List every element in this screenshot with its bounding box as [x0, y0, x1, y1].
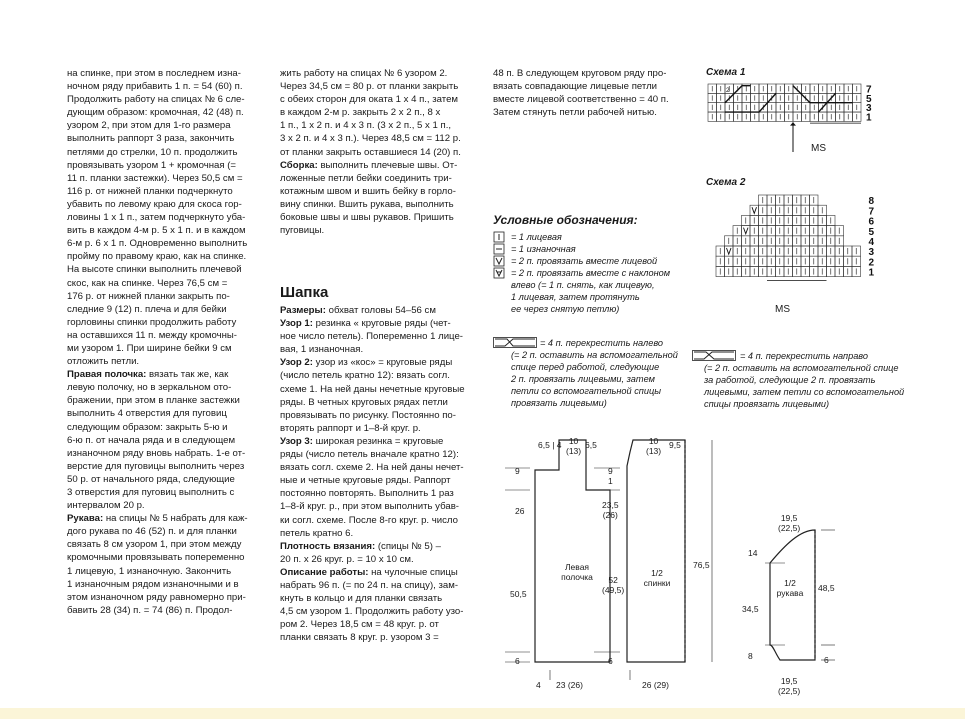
text-line: Продолжить работу на спицах № 6 сле- — [67, 94, 245, 106]
section-title-hat: Шапка — [280, 284, 329, 301]
text-line: с обеих сторон для оката 1 х 4 п., затем — [280, 94, 459, 106]
sleeve-left-3: 8 — [748, 651, 753, 661]
text-line: 116 р. от нижней планки подчеркнуто — [67, 185, 233, 197]
text-line: Правая полочка: вязать так же, как — [67, 369, 229, 381]
text-line: На высоте спинки выполнить плечевой — [67, 264, 242, 276]
sleeve-diagram — [745, 515, 855, 685]
text-line: 1–8-й круг. р., при этом выполнить убав- — [280, 501, 459, 513]
dim-mid-2: 23,5 (26) — [602, 500, 619, 520]
text-column-1 — [67, 67, 265, 617]
sleeve-top: 19,5 (22,5) — [778, 513, 801, 533]
text-line: 3 х 2 п. и 4 х 3 п.). Через 48,5 см = 112 р. — [280, 133, 461, 145]
text-line: вить в каждом 4-м р. 5 х 1 п. и в каждом — [67, 225, 246, 237]
text-line: провязывать узором 1 + кромочная (= — [67, 159, 237, 171]
text-line: ночном ряду прибавить 1 п. = 54 (60) п. — [67, 81, 243, 93]
text-line: горловины спинки продолжить работу — [67, 316, 237, 328]
legend-symbols — [493, 230, 513, 290]
scheme2-ms: MS — [775, 304, 790, 315]
text-line: 50 р. от начального ряда, следующие — [67, 473, 235, 485]
dim-top-5: 9,5 — [669, 440, 681, 450]
scheme1-row-number: 3 — [866, 103, 872, 115]
scheme1-ms: MS — [811, 143, 826, 154]
legend-cross-right — [740, 350, 868, 362]
dim-top-1: 6,5 | 4 — [538, 440, 562, 450]
cross-right-symbol-icon — [692, 350, 736, 362]
dim-mid-4: 6 — [608, 656, 613, 666]
dim-top-2: 10 (13) — [566, 436, 582, 456]
back-label: 1/2 спинки — [643, 568, 671, 588]
text-line: вторять раппорт и 1–8-й круг. р. — [280, 422, 421, 434]
sleeve-right-2: 6 — [824, 655, 829, 665]
scheme2-title: Схема 2 — [706, 177, 746, 188]
legend-cross-right-detail — [704, 362, 904, 410]
text-line: Рукава: на спицы № 5 набрать для каж- — [67, 513, 248, 525]
text-line: выполнить 4 отверстия для пуговиц — [67, 408, 227, 420]
text-line: отложить петли. — [67, 356, 140, 368]
legend-item: влево (= 1 п. снять, как лицевую, — [511, 280, 655, 290]
text-line: на спинке, при этом в последнем изна- — [67, 68, 241, 79]
text-line: Описание работы: на чулочные спицы — [280, 566, 458, 578]
text-line: дующим образом: кромочная, 42 (48) п. — [67, 107, 244, 119]
text-line: Плотность вязания: (спицы № 5) – — [280, 540, 441, 552]
text-line: верстие для пуговицы выполнить через — [67, 460, 245, 472]
dim-bottom-3: 26 (29) — [642, 680, 669, 690]
text-line: котажным швом и вшить бейку в горло- — [280, 185, 456, 197]
sleeve-left-1: 14 — [748, 548, 758, 558]
sleeve-right-1: 48,5 — [818, 583, 835, 593]
scheme2-row-number: 5 — [868, 226, 875, 238]
text-line: провязывать по рисунку. Постоянно по- — [280, 409, 456, 421]
text-line: жить работу на спицах № 6 узором 2. — [280, 68, 448, 79]
legend-item: = 2 п. провязать вместе с наклоном — [511, 268, 671, 278]
text-line: дого рукава по 46 (52) п. и для планки — [67, 526, 237, 538]
text-line: кромочными провязывать попеременно — [67, 552, 245, 564]
text-line: Узор 3: широкая резинка = круговые — [280, 435, 444, 447]
legend-item: = 4 п. перекрестить направо — [740, 351, 869, 361]
scheme2-row-number: 4 — [868, 237, 875, 248]
legend-item: ее через снятую петлю) — [511, 304, 620, 314]
text-line: бавить 28 (34) п. = 74 (86) п. Продол- — [67, 604, 233, 616]
scheme2-row-number: 3 — [868, 247, 875, 259]
dim-left-1: 9 — [515, 466, 520, 476]
text-line: 1 п., 1 х 2 п. и 4 х 3 п. (3 х 2 п., 5 х 1 п., — [280, 120, 452, 132]
legend-title: Условные обозначения: — [493, 213, 638, 227]
text-line: следующим образом: закрыть 5-ю и — [67, 421, 228, 433]
legend-item: = 1 лицевая — [511, 232, 562, 242]
sleeve-bottom: 19,5 (22,5) — [778, 676, 801, 696]
text-line: схеме 1. На ней даны нечетные круговые — [280, 383, 465, 395]
legend-item: 1 лицевая, затем протянуть — [511, 292, 640, 302]
text-line: левую полочку, но в зеркальном ото- — [67, 382, 232, 394]
text-line: 3 отверстия для пуговиц выполнить с — [67, 487, 235, 498]
text-line: петель кратно 6. — [280, 527, 354, 539]
text-line: петлями до стрелки, 10 п. продолжить — [67, 146, 238, 158]
dim-top-3: 6,5 — [585, 440, 597, 450]
text-line: 1 лицевую, 1 изнаночную. Закончить — [67, 565, 232, 577]
text-line: 11 п. планки застежки). Через 50,5 см = — [67, 172, 243, 184]
text-line: набрать 96 п. (= по 24 п. на спицу), зам- — [280, 579, 459, 591]
text-line: Узор 1: резинка « круговые ряды (чет- — [280, 318, 451, 330]
text-line: ром 2. Через 18,5 см = 48 круг. р. от — [280, 619, 439, 631]
text-line: 6-м р. 6 х 1 п. Одновременно выполнить — [67, 238, 248, 250]
legend-item: петли со вспомогательной спицы — [511, 386, 661, 396]
scheme2-grid — [706, 190, 886, 320]
text-line: Размеры: обхват головы 54–56 см — [280, 305, 436, 316]
scheme1-row-number: 7 — [866, 84, 872, 96]
sleeve-label: 1/2 рукава — [776, 578, 804, 598]
dim-mid-1: 9 1 — [608, 466, 613, 486]
text-line: боковые швы и швы рукавов. Пришить — [280, 212, 454, 224]
text-line: Сборка: выполнить плечевые швы. От- — [280, 159, 458, 171]
text-line: кнуть в кольцо и для планки связать — [280, 593, 443, 605]
scheme2-row-number: 2 — [868, 257, 875, 269]
text-line: следние 9 (12) п. плеча и для бейки — [67, 303, 227, 315]
dim-bottom-1: 4 — [536, 680, 541, 690]
text-line: изнаночном ряду вновь набрать. 1-е от- — [67, 447, 246, 459]
text-line: Затем стянуть петли рабочей нитью. — [493, 107, 657, 119]
text-line: скос, как на спинке. Через 76,5 см = — [67, 277, 228, 289]
text-line: этом изнаночном ряду равномерно при- — [67, 591, 246, 603]
text-line: 48 п. В следующем круговом ряду про- — [493, 68, 667, 79]
scheme1-row-number: 5 — [866, 93, 872, 105]
text-line: вязать согл. схеме 2. На ней даны нечет- — [280, 462, 464, 474]
legend-item: провязать лицевыми) — [511, 398, 607, 408]
text-line: ми узором 1. При ширине бейки 9 см — [67, 342, 232, 354]
text-line: 176 р. от нижней планки закрыть по- — [67, 290, 230, 302]
text-line: 4,5 см узором 1. Продолжить работу узо- — [280, 606, 464, 618]
legend-item: 2 п. провязать лицевыми, затем — [511, 374, 655, 384]
text-line: вину спинки. Вшить рукава, выполнить — [280, 198, 454, 210]
dim-top-4: 10 (13) — [646, 436, 662, 456]
text-line: (число петель кратно 12): вязать согл. — [280, 370, 450, 382]
scheme2-row-number: 6 — [868, 216, 875, 228]
legend-item: за работой, следующие 2 п. провязать — [704, 375, 876, 385]
sleeve-left-2: 34,5 — [742, 604, 759, 614]
legend-item: = 4 п. перекрестить налево — [540, 338, 664, 348]
text-line: интервалом 20 р. — [67, 500, 145, 512]
legend-item: (= 2 п. оставить на вспомогательной спице — [704, 363, 899, 373]
dim-left-2: 26 — [515, 506, 525, 516]
dim-left-4: 6 — [515, 656, 520, 666]
legend-item: спице перед работой, следующие — [511, 362, 660, 372]
legend-item: = 1 изнаночная — [511, 244, 576, 254]
dim-mid-3: 52 (49,5) — [602, 575, 625, 595]
scheme2-row-number: 7 — [868, 206, 875, 218]
dim-left-3: 50,5 — [510, 589, 527, 599]
text-line: ные и четные круговые ряды. Раппорт — [280, 475, 451, 487]
text-line: выполнить раппорт 3 раза, закончить — [67, 133, 235, 145]
dim-right: 76,5 — [693, 560, 710, 570]
text-line: Через 34,5 см = 80 р. от планки закрыть — [280, 81, 459, 93]
text-line: 20 п. x 26 круг. р. = 10 x 10 см. — [280, 553, 414, 565]
legend-cross-left — [540, 337, 663, 349]
legend-item: (= 2 п. оставить на вспомогательной — [511, 350, 678, 360]
text-line: Узор 2: узор из «кос» = круговые ряды — [280, 357, 453, 369]
text-line: бражении, при этом в планке застежки — [67, 395, 240, 407]
text-line: в каждом 2-м р. закрыть 2 х 2 п., 8 х — [280, 107, 441, 119]
text-column-2 — [280, 67, 475, 237]
dim-bottom-2: 23 (26) — [556, 680, 583, 690]
text-line: от планки закрыть оставшиеся 14 (20) п. — [280, 146, 461, 158]
legend-cross-left-detail — [511, 349, 678, 409]
scheme1-row-number: 1 — [866, 112, 872, 124]
scheme2-row-number: 8 — [868, 196, 875, 208]
text-line: на оставшихся 11 п. между кромочны- — [67, 329, 237, 341]
text-line: ное число петель). Попеременно 1 лице- — [280, 331, 463, 343]
text-line: постоянно повторять. Выполнить 1 раз — [280, 488, 454, 500]
legend-items — [511, 231, 670, 315]
cross-left-symbol-icon — [493, 337, 537, 349]
scheme1-title: Схема 1 — [706, 67, 746, 78]
text-line: ряды. В четных круговых рядах петли — [280, 396, 448, 408]
text-line: ловины 1 х 1 п., затем подчеркнуто уба- — [67, 212, 246, 224]
text-line: ложенные петли бейки соединить три- — [280, 172, 452, 184]
text-line: 1 изнаночным рядом изнаночными и в — [67, 578, 239, 590]
text-line: вязать совпадающие лицевые петли — [493, 81, 658, 93]
text-column-2-hat — [280, 304, 475, 644]
text-line: связать 8 см узором 1, при этом между — [67, 539, 242, 551]
legend-item: лицевыми, затем петли со вспомогательной — [704, 387, 905, 397]
scheme2-row-number: 1 — [868, 267, 875, 279]
text-line: пуговицы. — [280, 225, 325, 237]
text-line: вая, 1 изнаночная. — [280, 344, 364, 356]
text-line: вместе лицевой соответственно = 40 п. — [493, 94, 669, 106]
legend-item: спицы провязать лицевыми) — [704, 399, 830, 409]
legend-item: = 2 п. провязать вместе лицевой — [511, 256, 658, 266]
scheme1-cell-label: 2 — [726, 87, 730, 94]
text-column-3 — [493, 67, 688, 119]
front-label: Левая полочка — [561, 562, 593, 582]
text-line: ряды (число петель вначале кратно 12): — [280, 449, 459, 461]
text-line: 6-ю п. от начала ряда и в следующем — [67, 434, 236, 446]
text-line: пройму по правому краю, как на спинке. — [67, 251, 247, 263]
text-line: узором 2, при этом для 1-го размера — [67, 120, 231, 132]
text-line: ки согл. схеме. После 8-го круг. р. число — [280, 514, 458, 526]
text-line: планки связать 8 круг. р. узором 3 = — [280, 632, 439, 644]
page-bottom-strip — [0, 708, 965, 719]
text-line: убавить по левому краю для скоса гор- — [67, 198, 242, 210]
scheme1-grid — [706, 82, 886, 172]
